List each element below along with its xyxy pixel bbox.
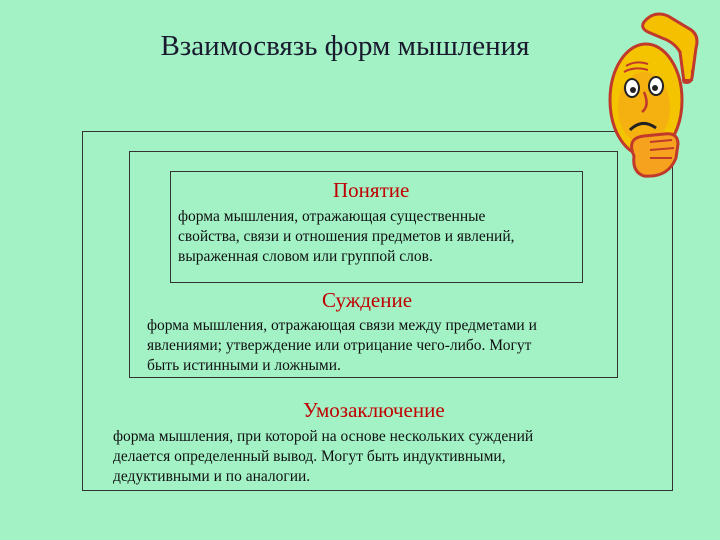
inference-line: форма мышления, при которой на основе нескольких суждений [113,428,534,445]
inference-description [113,427,533,487]
concept-line: выраженная словом или группой слов. [178,248,433,265]
concept-line: форма мышления, отражающая существенные [178,208,486,225]
concept-heading: Понятие [333,178,410,202]
concept-line: свойства, связи и отношения предметов и явлений, [178,228,515,245]
inference-line: делается определенный вывод. Могут быть индуктивными, [113,448,506,465]
slide-title: Взаимосвязь форм мышления [160,30,530,62]
thinking-face-icon [604,8,720,180]
judgment-line: быть истинными и ложными. [147,357,341,374]
inference-heading: Умозаключение [303,398,445,422]
judgment-heading: Суждение [322,288,413,312]
inference-line: дедуктивными и по аналогии. [113,468,311,485]
concept-description [178,207,515,267]
judgment-description [147,316,537,376]
judgment-line: явлениями; утверждение или отрицание чего-либо. Могут [147,337,532,354]
judgment-line: форма мышления, отражающая связи между предметами и [147,317,537,334]
